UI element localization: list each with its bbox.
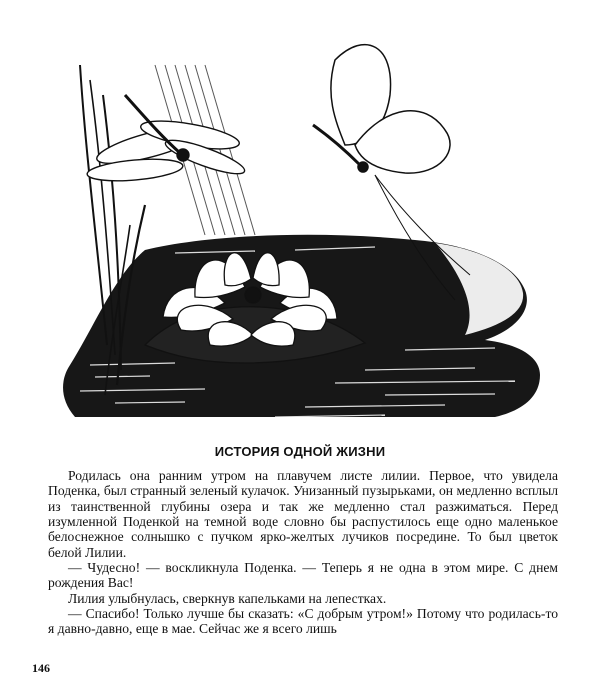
water-lily-mayfly-illustration xyxy=(55,25,555,430)
story-paragraph-4: — Спасибо! Только лучше бы сказать: «С добрым утром!» Потому что родилась-то я давно-давно, еще в мае. Сейчас же я всего лишь xyxy=(48,606,558,637)
page-number: 146 xyxy=(32,661,50,675)
story-paragraph-3: Лилия улыбнулась, сверкнув капельками на лепестках. xyxy=(68,590,387,606)
dragonfly xyxy=(86,95,247,184)
story-paragraph-2: — Чудесно! — воскликнула Поденка. — Теперь я не одна в этом мире. С днем рождения Вас! xyxy=(48,560,558,591)
story-title: ИСТОРИЯ ОДНОЙ ЖИЗНИ xyxy=(214,444,386,459)
story-text xyxy=(48,468,558,637)
story-paragraph-1: Родилась она ранним утром на плавучем листе лилии. Первое, что увидела Поденка, был странный зеленый кулачок. Унизанный пузырьками, он медленно всплыл из таинственной глубины озера и так же медленно стал разжиматься. Перед изумленной Поденкой на темной воде словно бы распустилось еще одно маленькое белоснежное солнышко с пучком ярко-желтых лучиков посредине. То был цветок белой Лилии. xyxy=(48,468,558,560)
